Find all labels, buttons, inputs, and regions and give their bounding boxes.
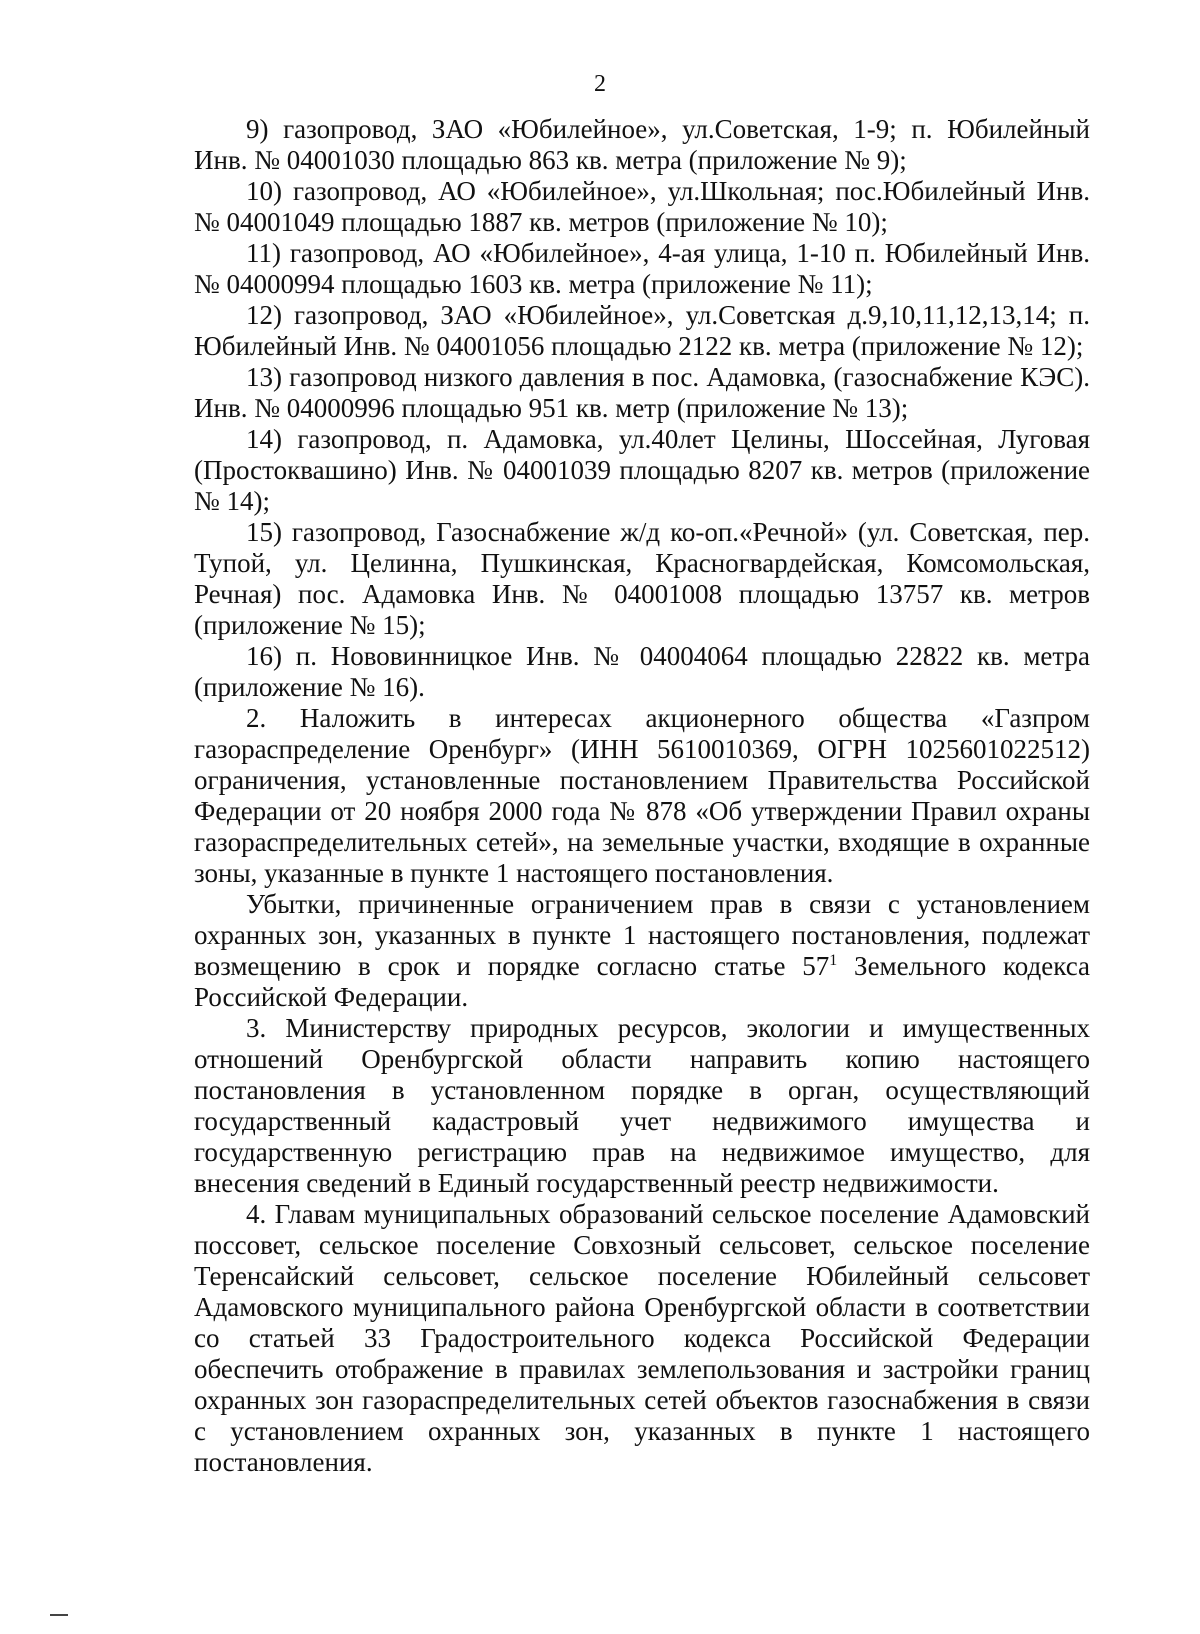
document-body [194, 114, 1090, 1478]
list-item-16: 16) п. Нововинницкое Инв. № 04004064 площадью 22822 кв. метра (приложение № 16). [194, 641, 1090, 702]
list-item-15: 15) газопровод, Газоснабжение ж/д ко-оп.«Речной» (ул. Советская, пер. Тупой, ул. Целинна, Пушкинская, Красногвардейская, Комсомольская, Речная) пос. Адамовка Инв. № 04001008 площадью 13757 кв. метров (приложение № 15); [194, 517, 1090, 640]
losses-text-before: Убытки, причиненные ограничением прав в связи с установлением охранных зон, указанных в пункте 1 настоящего постановления, подлежат возмещению в срок и порядке согласно статье 57 [194, 889, 1090, 981]
section-4-paragraph: 4. Главам муниципальных образований сельское поселение Адамовский поссовет, сельское поселение Совхозный сельсовет, сельское поселение Теренсайский сельсовет, сельское поселение Юбилейный сельсовет Адамовского муниципального района Оренбургской области в соответствии со статьей 33 Градостроительного кодекса Российской Федерации обеспечить отображение в правилах землепользования и застройки границ охранных зон газораспределительных сетей объектов газоснабжения в связи с установлением охранных зон, указанных в пункте 1 настоящего постановления. [194, 1199, 1090, 1477]
list-item-10: 10) газопровод, АО «Юбилейное», ул.Школьная; пос.Юбилейный Инв. № 04001049 площадью 1887 кв. метров (приложение № 10); [194, 176, 1090, 237]
list-item-11: 11) газопровод, АО «Юбилейное», 4-ая улица, 1-10 п. Юбилейный Инв. № 04000994 площадью 1603 кв. метра (приложение № 11); [194, 238, 1090, 299]
list-item-12: 12) газопровод, ЗАО «Юбилейное», ул.Советская д.9,10,11,12,13,14; п. Юбилейный Инв. № 04001056 площадью 2122 кв. метра (приложение № 12); [194, 300, 1090, 361]
losses-paragraph [194, 889, 1090, 1013]
scan-artifact-mark [50, 1614, 68, 1616]
article-superscript: 1 [829, 952, 838, 969]
page-number: 2 [594, 71, 606, 97]
section-3-paragraph: 3. Министерству природных ресурсов, экологии и имущественных отношений Оренбургской области направить копию настоящего постановления в установленном порядке в орган, осуществляющий государственный кадастровый учет недвижимого имущества и государственную регистрацию прав на недвижимое имущество, для внесения сведений в Единый государственный реестр недвижимости. [194, 1013, 1090, 1198]
list-item-14: 14) газопровод, п. Адамовка, ул.40лет Целины, Шоссейная, Луговая (Простоквашино) Инв. № 04001039 площадью 8207 кв. метров (приложение № 14); [194, 424, 1090, 516]
section-2-paragraph: 2. Наложить в интересах акционерного общества «Газпром газораспределение Оренбург» (ИНН 5610010369, ОГРН 1025601022512) ограничения, установленные постановлением Правительства Российской Федерации от 20 ноября 2000 года № 878 «Об утверждении Правил охраны газораспределительных сетей», на земельные участки, входящие в охранные зоны, указанные в пункте 1 настоящего постановления. [194, 703, 1090, 888]
list-item-9: 9) газопровод, ЗАО «Юбилейное», ул.Советская, 1-9; п. Юбилейный Инв. № 04001030 площадью 863 кв. метра (приложение № 9); [194, 114, 1090, 175]
losses-text-after: Земельного кодекса Российской Федерации. [194, 951, 1090, 1012]
list-item-13: 13) газопровод низкого давления в пос. Адамовка, (газоснабжение КЭС). Инв. № 04000996 площадью 951 кв. метр (приложение № 13); [194, 362, 1090, 423]
